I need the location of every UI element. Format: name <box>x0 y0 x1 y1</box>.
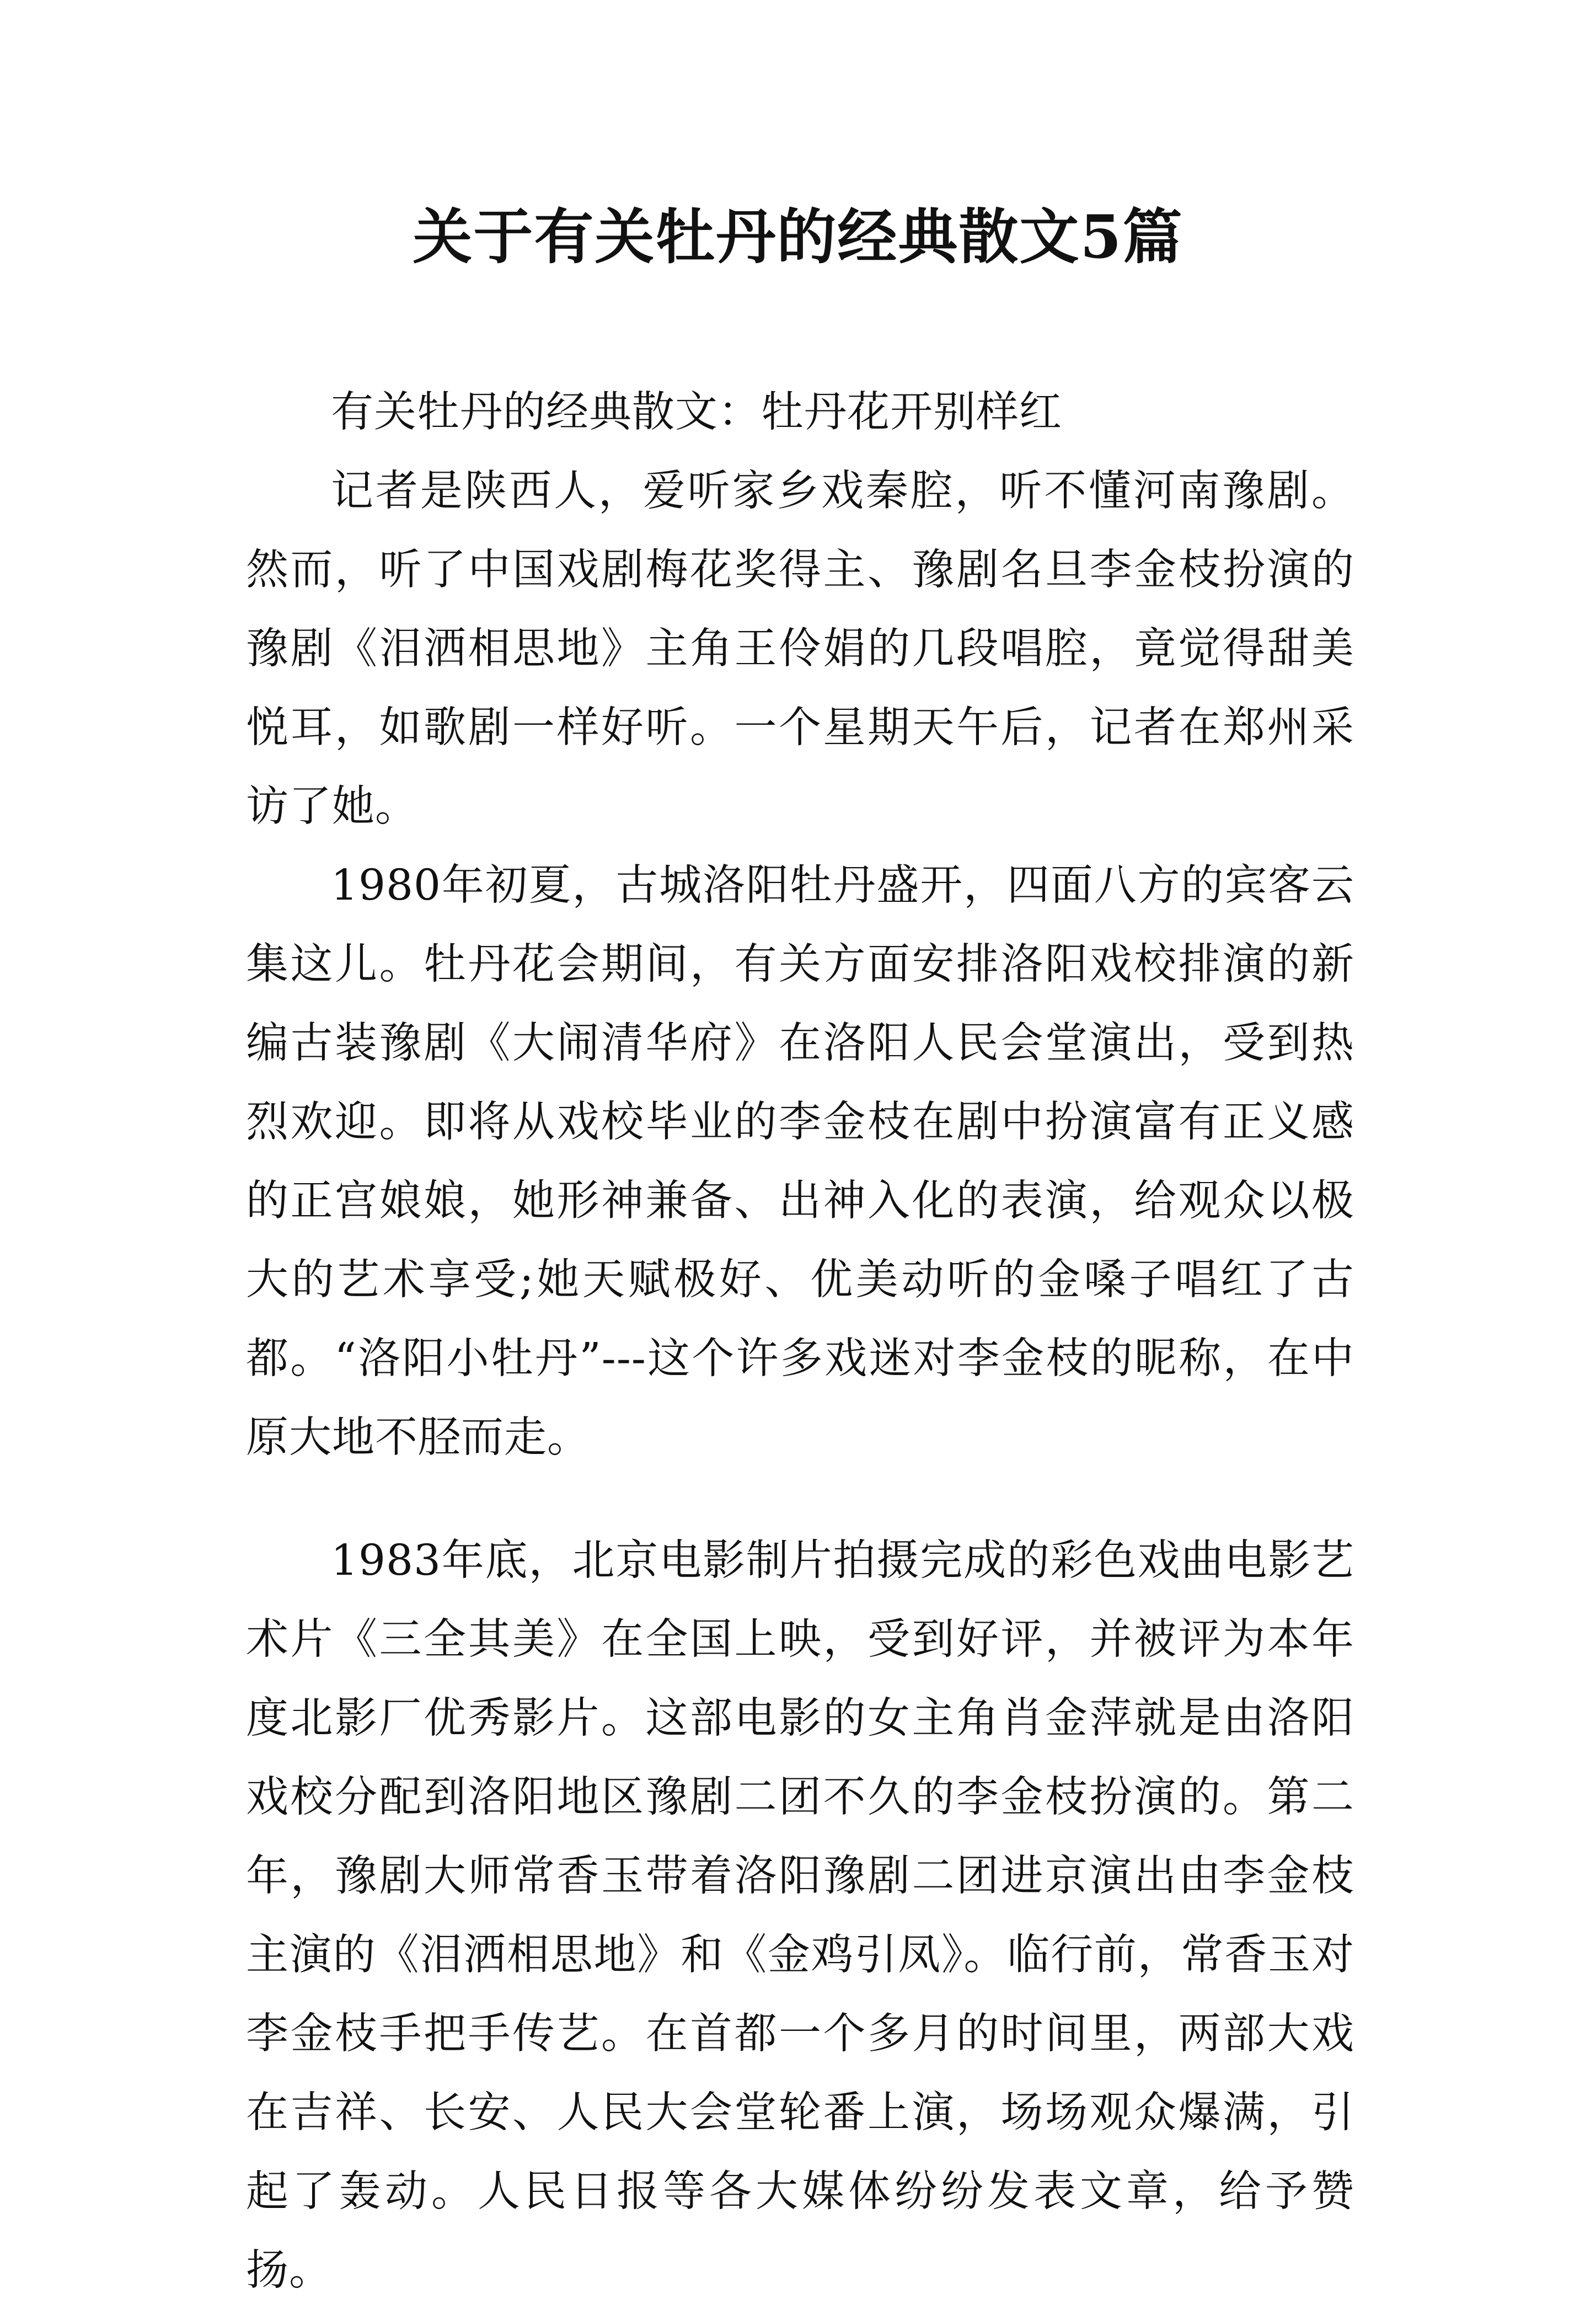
paragraph: 1980年初夏，古城洛阳牡丹盛开，四面八方的宾客云集这儿。牡丹花会期间，有关方面安排洛阳戏校排演的新编古装豫剧《大闹清华府》在洛阳人民会堂演出，受到热烈欢迎。即将从戏校毕业的李金枝在剧中扮演富有正义感的正宫娘娘，她形神兼备、出神入化的表演，给观众以极大的艺术享受;她天赋极好、优美动听的金嗓子唱红了古都。“洛阳小牡丹”---这个许多戏迷对李金枝的昵称，在中原大地不胫而走。 <box>246 861 1354 1462</box>
paragraph: 记者是陕西人，爱听家乡戏秦腔，听不懂河南豫剧。然而，听了中国戏剧梅花奖得主、豫剧名旦李金枝扮演的豫剧《泪洒相思地》主角王伶娟的几段唱腔，竟觉得甜美悦耳，如歌剧一样好听。一个星期天午后，记者在郑州采访了她。 <box>246 467 1354 831</box>
document-body <box>246 373 1354 2310</box>
document-title: 关于有关牡丹的经典散文5篇 <box>413 202 1183 272</box>
section-heading: 有关牡丹的经典散文：牡丹花开别样红 <box>331 388 1062 437</box>
paragraph: 1983年底，北京电影制片拍摄完成的彩色戏曲电影艺术片《三全其美》在全国上映，受到好评，并被评为本年度北影厂优秀影片。这部电影的女主角肖金萍就是由洛阳戏校分配到洛阳地区豫剧二团不久的李金枝扮演的。第二年，豫剧大师常香玉带着洛阳豫剧二团进京演出由李金枝主演的《泪洒相思地》和《金鸡引凤》。临行前，常香玉对李金枝手把手传艺。在首都一个多月的时间里，两部大戏在吉祥、长安、人民大会堂轮番上演，场场观众爆满，引起了轰动。人民日报等各大媒体纷纷发表文章，给予赞扬。 <box>246 1536 1354 2295</box>
